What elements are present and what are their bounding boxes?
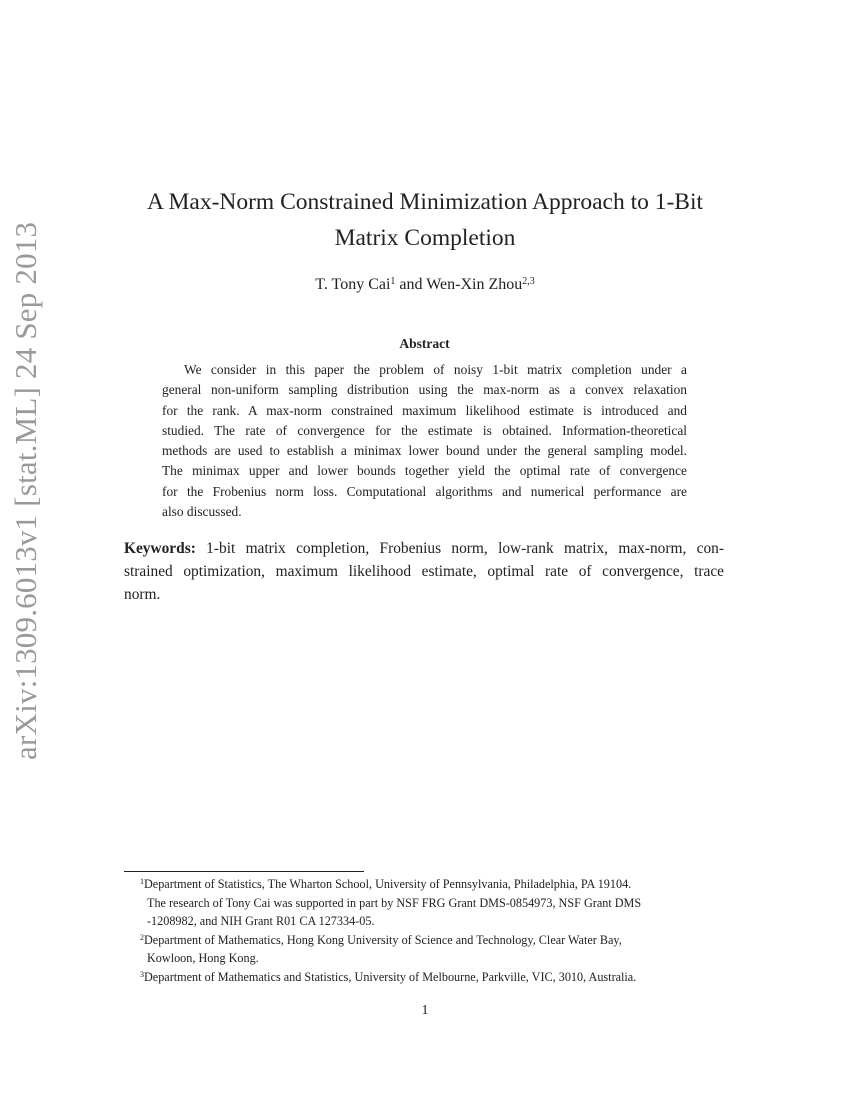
author-list (100, 274, 750, 296)
paper-title (100, 184, 750, 256)
author-1-affiliation-mark: 1 (390, 276, 396, 287)
abstract-line: We consider in this paper the problem of noisy 1-bit matrix completion under a (184, 362, 687, 377)
abstract-line: The minimax upper and lower bounds together yield the optimal rate of convergence (162, 463, 687, 479)
footnote-text: Department of Statistics, The Wharton School, University of Pennsylvania, Philadelphia, PA 19104. (144, 877, 632, 891)
author-conjunction: and (399, 276, 423, 293)
footnote-continuation: Kowloon, Hong Kong. (147, 951, 259, 966)
footnote-1 (140, 875, 730, 894)
arxiv-identifier-stamp: arXiv:1309.6013v1 [stat.ML] 24 Sep 2013 (8, 221, 43, 760)
footnotes (140, 875, 730, 987)
abstract-heading: Abstract (399, 336, 450, 351)
abstract-body (162, 360, 687, 522)
abstract-line: methods are used to establish a minimax lower bound under the general sampling model. (162, 443, 687, 459)
keywords-line: norm. (124, 586, 161, 603)
author-1-name: T. Tony Cai (315, 276, 391, 293)
abstract-line: general non-uniform sampling distribution using the max-norm as a convex relaxation (162, 382, 687, 398)
footnote-mark: 1 (140, 877, 144, 886)
title-line-2: Matrix Completion (334, 225, 516, 251)
footnote-mark: 3 (140, 969, 144, 979)
keywords-section (124, 537, 724, 606)
keywords-line (124, 537, 724, 560)
abstract-line: also discussed. (162, 504, 242, 520)
footnote-text: Department of Mathematics and Statistics, University of Melbourne, Parkville, VIC, 3010, Australia. (144, 969, 637, 984)
footnote-mark: 2 (140, 932, 144, 942)
footnote-continuation: The research of Tony Cai was supported in part by NSF FRG Grant DMS-0854973, NSF Grant DMS (147, 895, 642, 910)
keywords-label: Keywords: (124, 540, 196, 557)
footnote-3 (140, 968, 730, 987)
page-number: 1 (421, 1003, 429, 1018)
author-2-affiliation-mark: 2,3 (522, 276, 535, 287)
footnote-text: Department of Mathematics, Hong Kong University of Science and Technology, Clear Water Bay, (144, 932, 622, 947)
title-line-1: A Max-Norm Constrained Minimization Approach to 1-Bit (146, 189, 704, 215)
author-2-name: Wen-Xin Zhou (426, 276, 523, 293)
abstract-line: for the rank. A max-norm constrained maximum likelihood estimate is introduced and (162, 402, 687, 418)
abstract-line: studied. The rate of convergence for the estimate is obtained. Information-theoretical (162, 422, 687, 438)
footnote-2 (140, 931, 730, 950)
keywords-text: 1-bit matrix completion, Frobenius norm, low-rank matrix, max-norm, con- (206, 540, 724, 557)
footnote-continuation: -1208982, and NIH Grant R01 CA 127334-05. (147, 914, 375, 929)
abstract-line: for the Frobenius norm loss. Computational algorithms and numerical performance are (162, 483, 687, 499)
keywords-line: strained optimization, maximum likelihood estimate, optimal rate of convergence, trace (124, 563, 724, 580)
footnote-separator-rule (124, 871, 364, 872)
